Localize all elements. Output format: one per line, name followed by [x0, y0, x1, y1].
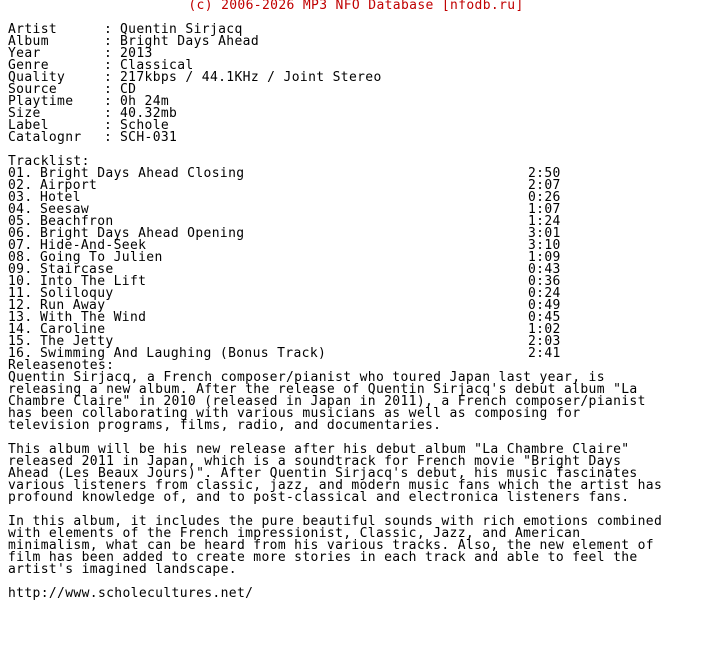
releasenotes-paragraph [8, 372, 724, 432]
website-url: http://www.scholecultures.net/ [8, 586, 254, 601]
paragraph-line: profound knowledge of, and to post-classical and electronica listeners fans. [8, 490, 630, 505]
field-separator: : [104, 22, 121, 37]
tracklist [8, 168, 724, 360]
track-number: 03. [8, 190, 33, 205]
track-row [8, 324, 724, 336]
track-number: 04. [8, 202, 33, 217]
field-key: Playtime [8, 94, 74, 109]
field-value: SCH-031 [120, 130, 178, 145]
track-number: 06. [8, 226, 33, 241]
track-number: 05. [8, 214, 33, 229]
paragraph-line: film has been added to create more stories in each track and able to feel the [8, 550, 638, 565]
field-value: CD [120, 82, 137, 97]
track-time: 1:02 [528, 322, 561, 337]
paragraph-line: released 2011 in Japan, which is a soundtrack for French movie "Bright Days [8, 454, 622, 469]
track-row [8, 348, 724, 360]
field-value: Schole [120, 118, 170, 133]
field-key: Quality [8, 70, 66, 85]
field-value: Classical [120, 58, 194, 73]
field-value: 2013 [120, 46, 153, 61]
track-row [8, 192, 724, 204]
track-title: Hide-And-Seek [40, 238, 147, 253]
track-time: 1:07 [528, 202, 561, 217]
track-time: 2:03 [528, 334, 561, 349]
track-title: Going To Julien [40, 250, 163, 265]
track-time: 0:36 [528, 274, 561, 289]
paragraph-line: minimalism, what can be heard from his various tracks. Also, the new element of [8, 538, 654, 553]
releasenotes-paragraph [8, 444, 724, 504]
field-separator: : [104, 46, 121, 61]
paragraph-line: various listeners from classic, jazz, and modern music fans which the artist has [8, 478, 663, 493]
paragraph-line: artist's imagined landscape. [8, 562, 237, 577]
paragraph-line: Quentin Sirjacq, a French composer/pianist who toured Japan last year, is [8, 370, 605, 385]
paragraph-line: has been collaborating with various musicians as well as composing for [8, 406, 581, 421]
paragraph-line: with elements of the French impressionist, Classic, Jazz, and American [8, 526, 581, 541]
track-time: 2:41 [528, 346, 561, 361]
field-key: Catalognr [8, 130, 82, 145]
releasenotes-paragraph [8, 516, 724, 576]
field-separator: : [104, 82, 121, 97]
nfo-document [8, 0, 724, 600]
track-number: 01. [8, 166, 33, 181]
field-separator: : [104, 118, 121, 133]
field-separator: : [104, 130, 121, 145]
field-value: 40.32mb [120, 106, 178, 121]
track-number: 15. [8, 334, 33, 349]
track-number: 16. [8, 346, 33, 361]
track-number: 07. [8, 238, 33, 253]
track-title: Run Away [40, 298, 106, 313]
paragraph-line: television programs, films, radio, and documentaries. [8, 418, 442, 433]
field-separator: : [104, 70, 121, 85]
track-title: Staircase [40, 262, 114, 277]
track-title: Seesaw [40, 202, 90, 217]
blank-line [8, 144, 724, 156]
releasenotes-heading: Releasenotes: [8, 358, 115, 373]
field-value: Bright Days Ahead [120, 34, 260, 49]
track-number: 08. [8, 250, 33, 265]
field-value: 217kbps / 44.1KHz / Joint Stereo [120, 70, 382, 85]
paragraph-line: Chambre Claire" in 2010 (released in Japan in 2011), a French composer/pianist [8, 394, 646, 409]
track-title: Hotel [40, 190, 81, 205]
track-title: Bright Days Ahead Closing [40, 166, 245, 181]
track-time: 0:24 [528, 286, 561, 301]
field-separator: : [104, 58, 121, 73]
track-time: 1:24 [528, 214, 561, 229]
paragraph-line: In this album, it includes the pure beautiful sounds with rich emotions combined [8, 514, 663, 529]
field-value: 0h 24m [120, 94, 170, 109]
field-key: Album [8, 34, 49, 49]
track-title: With The Wind [40, 310, 147, 325]
track-time: 3:10 [528, 238, 561, 253]
paragraph-line: releasing a new album. After the release of Quentin Sirjacq's debut album "La [8, 382, 638, 397]
track-title: Swimming And Laughing (Bonus Track) [40, 346, 327, 361]
field-key: Source [8, 82, 58, 97]
track-row [8, 312, 724, 324]
site-header: (c) 2006-2026 MP3 NFO Database [nfodb.ru] [188, 0, 524, 13]
track-time: 2:07 [528, 178, 561, 193]
track-number: 10. [8, 274, 33, 289]
track-number: 14. [8, 322, 33, 337]
track-number: 11. [8, 286, 33, 301]
track-row [8, 288, 724, 300]
track-title: The Jetty [40, 334, 114, 349]
track-row [8, 276, 724, 288]
field-key: Genre [8, 58, 49, 73]
track-row [8, 168, 724, 180]
track-time: 0:43 [528, 262, 561, 277]
track-title: Into The Lift [40, 274, 147, 289]
track-number: 02. [8, 178, 33, 193]
track-title: Bright Days Ahead Opening [40, 226, 245, 241]
track-time: 0:26 [528, 190, 561, 205]
track-title: Beachfron [40, 214, 114, 229]
field-separator: : [104, 94, 121, 109]
track-title: Soliloquy [40, 286, 114, 301]
tracklist-heading: Tracklist: [8, 154, 90, 169]
info-fields [8, 24, 724, 144]
field-key: Label [8, 118, 49, 133]
track-row [8, 204, 724, 216]
track-time: 1:09 [528, 250, 561, 265]
track-time: 0:45 [528, 310, 561, 325]
field-key: Size [8, 106, 41, 121]
field-separator: : [104, 106, 121, 121]
track-number: 12. [8, 298, 33, 313]
track-number: 13. [8, 310, 33, 325]
track-row [8, 180, 724, 192]
track-time: 3:01 [528, 226, 561, 241]
track-title: Airport [40, 178, 98, 193]
track-row [8, 252, 724, 264]
track-number: 09. [8, 262, 33, 277]
track-time: 0:49 [528, 298, 561, 313]
field-catalognr [8, 132, 724, 144]
track-title: Caroline [40, 322, 106, 337]
paragraph-line: This album will be his new release after his debut album "La Chambre Claire" [8, 442, 630, 457]
field-key: Artist [8, 22, 58, 37]
field-separator: : [104, 34, 121, 49]
paragraph-line: Ahead (Les Beaux Jours)". After Quentin Sirjacq's debut, his music fascinates [8, 466, 638, 481]
field-key: Year [8, 46, 41, 61]
track-time: 2:50 [528, 166, 561, 181]
field-value: Quentin Sirjacq [120, 22, 243, 37]
